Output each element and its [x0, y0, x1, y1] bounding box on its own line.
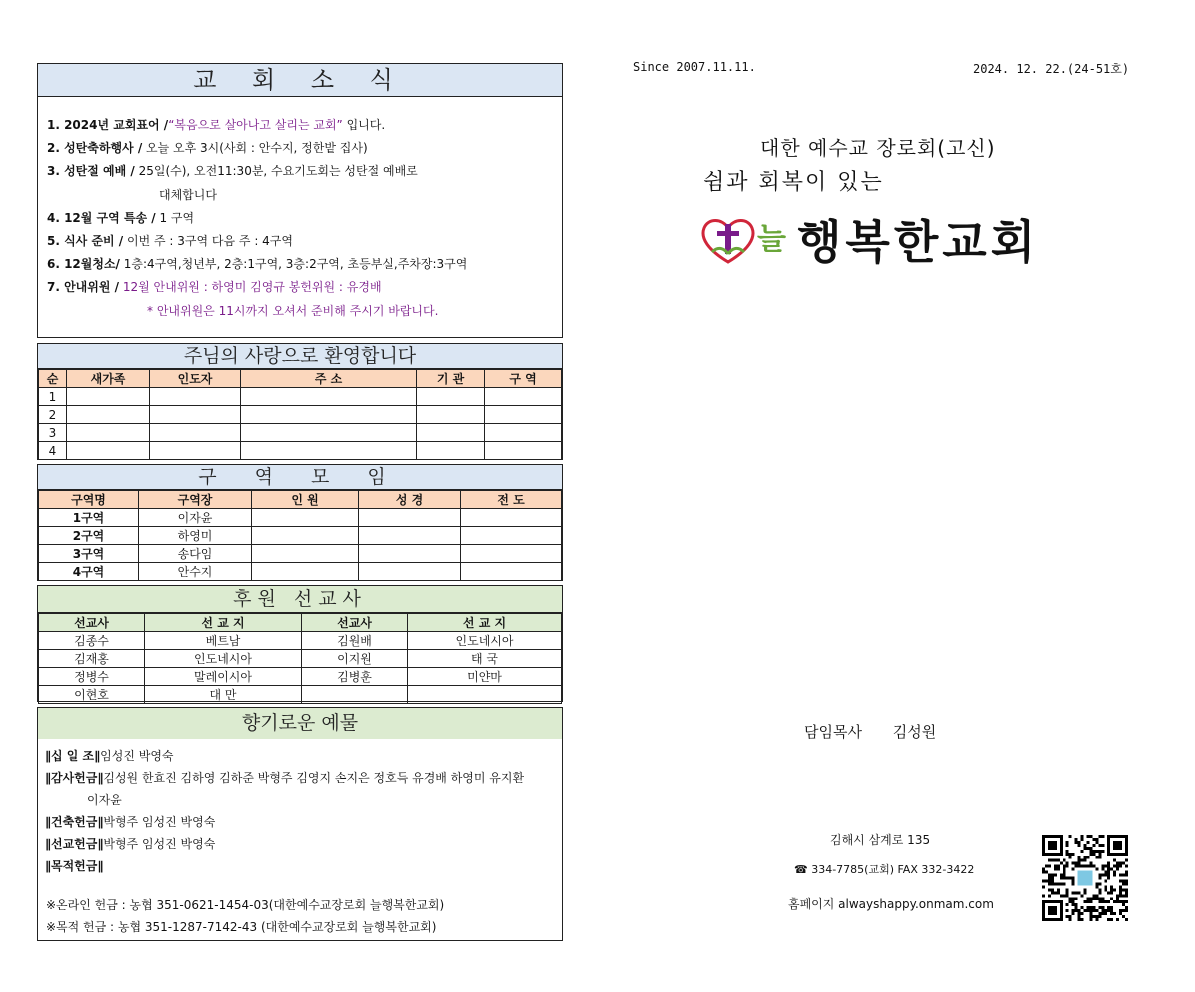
table-cell — [150, 388, 241, 406]
news-item-text: 25일(수), 오전11:30분, 수요기도회는 성탄절 예배로 — [134, 164, 418, 179]
table-header: 구역명 — [39, 491, 139, 509]
table-cell — [485, 424, 562, 442]
table-cell — [417, 388, 485, 406]
table-cell — [359, 545, 461, 563]
table-cell — [408, 686, 562, 704]
table-header: 선 교 지 — [408, 614, 562, 632]
news-item — [47, 114, 562, 137]
table-cell: 태 국 — [408, 650, 562, 668]
table-row — [39, 632, 562, 650]
table-cell — [485, 442, 562, 460]
table-cell — [252, 563, 359, 581]
table-cell — [302, 686, 408, 704]
table-cell — [252, 545, 359, 563]
bank-accounts — [46, 894, 444, 938]
table-header-row — [39, 614, 562, 632]
table-row — [39, 686, 562, 704]
news-item-highlight: “복음으로 살아나고 살리는 교회” — [168, 118, 343, 132]
offering-label: ∥감사헌금∥ — [45, 771, 104, 785]
table-cell: 김재홍 — [39, 650, 145, 668]
welcome-title: 주님의 사랑으로 환영합니다 — [38, 344, 562, 369]
offering-label: ∥선교헌금∥ — [45, 837, 104, 851]
table-cell: 베트남 — [145, 632, 302, 650]
bank-account-line: ※온라인 헌금 : 농협 351-0621-1454-03(대한예수교장로회 늘행복한교회) — [46, 898, 445, 912]
table-cell — [67, 406, 150, 424]
table-cell: 김종수 — [39, 632, 145, 650]
missionary-title: 후원 선교사 — [38, 586, 562, 613]
table-cell: 이자윤 — [139, 509, 252, 527]
church-phone: ☎ 334-7785(교회) FAX 332-3422 — [794, 863, 975, 876]
church-news-list — [38, 97, 562, 323]
table-row — [39, 668, 562, 686]
news-item-label: 6. 12월청소/ — [47, 257, 120, 272]
senior-pastor: 담임목사 김성원 — [804, 723, 937, 741]
table-header: 구역장 — [139, 491, 252, 509]
table-cell: 김원배 — [302, 632, 408, 650]
news-item — [47, 160, 562, 183]
qr-code-icon[interactable] — [1042, 835, 1128, 921]
table-row — [39, 442, 562, 460]
table-header: 구 역 — [485, 370, 562, 388]
church-news-title: 교 회 소 식 — [38, 64, 562, 97]
table-cell: 송다임 — [139, 545, 252, 563]
table-header: 인도자 — [150, 370, 241, 388]
news-item-label: 5. 식사 준비 / — [47, 234, 124, 249]
table-cell — [359, 563, 461, 581]
offering-row — [45, 767, 562, 789]
missionary-table — [38, 613, 562, 704]
welcome-box — [37, 343, 563, 460]
offering-names-continuation: 이자윤 — [87, 793, 122, 807]
church-homepage[interactable]: 홈페이지 alwayshappy.onmam.com — [788, 897, 994, 911]
welcome-table — [38, 369, 562, 460]
news-item-highlight: 12월 안내위원 : 하영미 김영규 봉헌위원 : 유경배 — [119, 280, 382, 295]
table-cell: 대 만 — [145, 686, 302, 704]
table-cell: 1 — [39, 388, 67, 406]
news-note: * 안내위원은 11시까지 오셔서 준비해 주시기 바랍니다. — [147, 303, 439, 318]
table-cell: 4구역 — [39, 563, 139, 581]
table-header: 새가족 — [67, 370, 150, 388]
logo-prefix: 늘 — [757, 222, 786, 257]
table-header: 인 원 — [252, 491, 359, 509]
news-item-text: 1 구역 — [155, 210, 195, 225]
table-cell: 이현호 — [39, 686, 145, 704]
church-name: 행복한교회 — [797, 215, 1040, 269]
table-cell: 미얀마 — [408, 668, 562, 686]
table-cell: 인도네시아 — [408, 632, 562, 650]
church-address: 김해시 삼계로 135 — [830, 833, 931, 847]
church-slogan: 쉼과 회복이 있는 — [703, 170, 884, 195]
table-cell: 정병수 — [39, 668, 145, 686]
table-cell — [461, 527, 562, 545]
table-row — [39, 527, 562, 545]
table-cell: 3구역 — [39, 545, 139, 563]
table-cell: 4 — [39, 442, 67, 460]
news-item-label: 4. 12월 구역 특송 / — [47, 210, 156, 225]
table-cell — [150, 424, 241, 442]
missionary-box — [37, 585, 563, 702]
table-cell: 2 — [39, 406, 67, 424]
table-cell: 3 — [39, 424, 67, 442]
news-item — [47, 253, 562, 276]
table-cell — [252, 509, 359, 527]
table-cell: 안수지 — [139, 563, 252, 581]
table-row — [39, 388, 562, 406]
table-header: 기 관 — [417, 370, 485, 388]
table-header-row — [39, 491, 562, 509]
table-cell: 말레이시아 — [145, 668, 302, 686]
church-news-box — [37, 63, 563, 338]
table-cell — [417, 424, 485, 442]
offering-names: 김성원 한효진 김하영 김하준 박형주 김영지 손지은 정호득 유경배 하영미 유지환 — [103, 771, 525, 785]
district-table — [38, 490, 562, 581]
news-item-continuation: 대체합니다 — [159, 187, 217, 202]
table-header: 주 소 — [241, 370, 417, 388]
news-item-label: 7. 안내위원 / — [47, 280, 120, 295]
news-item — [47, 230, 562, 253]
table-cell — [461, 545, 562, 563]
table-row — [39, 424, 562, 442]
table-cell — [67, 442, 150, 460]
denomination: 대한 예수교 장로회(고신) — [760, 136, 996, 160]
news-item-text: 1층:4구역,청년부, 2층:1구역, 3층:2구역, 초등부실,주차장:3구역 — [119, 257, 468, 272]
table-cell — [417, 406, 485, 424]
table-header: 전 도 — [461, 491, 562, 509]
offering-row — [45, 745, 562, 767]
offering-label: ∥십 일 조∥ — [45, 749, 101, 763]
table-header-row — [39, 370, 562, 388]
table-row — [39, 545, 562, 563]
news-item-text: 오늘 오후 3시(사회 : 안수지, 정한밭 집사) — [142, 141, 368, 156]
table-cell — [67, 424, 150, 442]
offering-names: 박형주 임성진 박영숙 — [103, 837, 216, 851]
offering-names: 박형주 임성진 박영숙 — [103, 815, 216, 829]
table-row — [39, 650, 562, 668]
table-cell: 인도네시아 — [145, 650, 302, 668]
table-header: 선 교 지 — [145, 614, 302, 632]
table-row — [39, 406, 562, 424]
table-cell — [150, 442, 241, 460]
offering-names: 임성진 박영숙 — [100, 749, 174, 763]
news-item — [47, 137, 562, 160]
table-cell: 2구역 — [39, 527, 139, 545]
table-cell — [417, 442, 485, 460]
table-cell — [252, 527, 359, 545]
district-title: 구 역 모 임 — [38, 465, 562, 490]
table-cell: 하영미 — [139, 527, 252, 545]
news-item-text: 입니다. — [342, 118, 386, 132]
news-item-label: 3. 성탄절 예배 / — [47, 164, 135, 179]
news-item — [47, 276, 562, 299]
news-item-text: 이번 주 : 3구역 다음 주 : 4구역 — [123, 234, 293, 249]
offering-row — [45, 811, 562, 833]
table-row — [39, 509, 562, 527]
offering-row — [45, 833, 562, 855]
table-header: 순 — [39, 370, 67, 388]
offering-box — [37, 707, 563, 941]
table-row — [39, 563, 562, 581]
table-cell — [241, 406, 417, 424]
table-header: 성 경 — [359, 491, 461, 509]
table-cell — [150, 406, 241, 424]
since-date: Since 2007.11.11. — [633, 60, 756, 74]
offering-list — [38, 739, 562, 877]
table-cell — [241, 442, 417, 460]
table-cell — [359, 527, 461, 545]
table-cell — [485, 388, 562, 406]
table-cell — [461, 509, 562, 527]
news-item-label: 1. 2024년 교회표어 / — [47, 118, 169, 132]
offering-label: ∥목적헌금∥ — [45, 859, 104, 873]
table-cell — [485, 406, 562, 424]
table-cell — [67, 388, 150, 406]
table-cell: 1구역 — [39, 509, 139, 527]
table-header: 선교사 — [39, 614, 145, 632]
offering-title: 향기로운 예물 — [38, 708, 562, 739]
table-cell: 김병훈 — [302, 668, 408, 686]
offering-label: ∥건축헌금∥ — [45, 815, 104, 829]
district-box — [37, 464, 563, 581]
table-cell — [241, 388, 417, 406]
offering-row — [45, 855, 562, 877]
issue-date: 2024. 12. 22.(24-51호) — [973, 62, 1130, 76]
bank-account-line: ※목적 헌금 : 농협 351-1287-7142-43 (대한예수교장로회 늘행복한교회) — [46, 920, 437, 934]
news-item — [47, 207, 562, 230]
table-cell: 이지원 — [302, 650, 408, 668]
table-header: 선교사 — [302, 614, 408, 632]
table-cell — [241, 424, 417, 442]
news-item-label: 2. 성탄축하행사 / — [47, 141, 143, 156]
table-cell — [461, 563, 562, 581]
table-cell — [359, 509, 461, 527]
